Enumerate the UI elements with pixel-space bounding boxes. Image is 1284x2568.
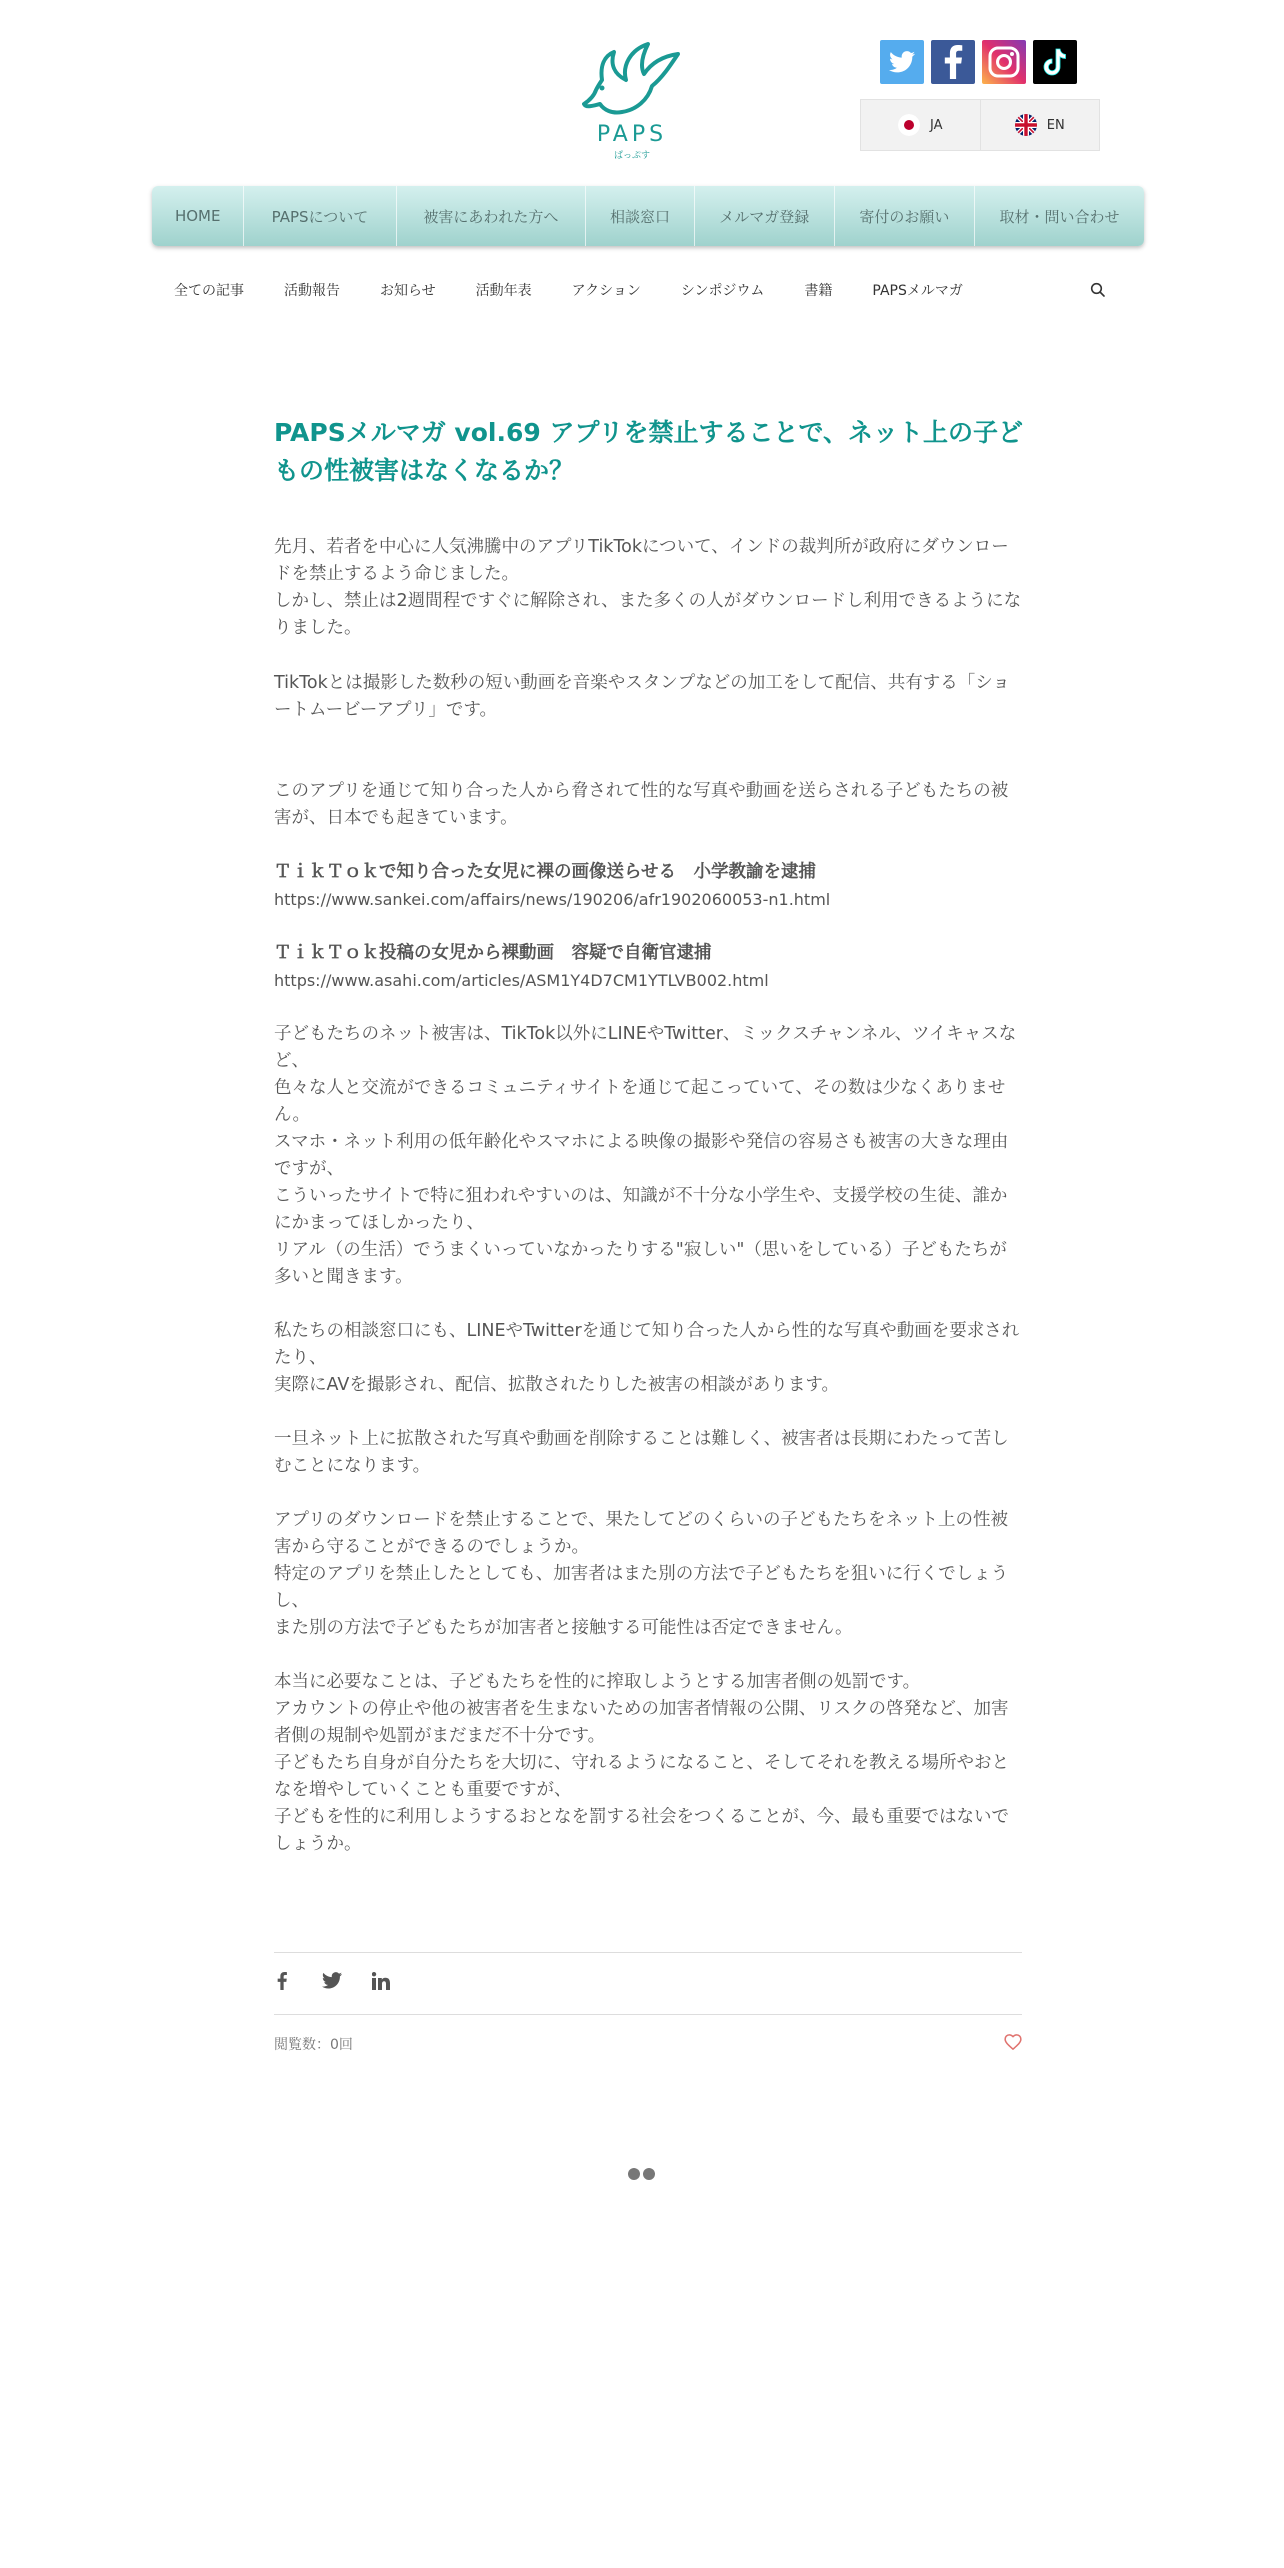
nav-consultation[interactable]: 相談窓口 xyxy=(586,186,694,246)
text: このアプリを通じて知り合った人から脅されて性的な写真や動画を送らされる子どもたちの被害が、日本でも起きています。 xyxy=(274,781,1009,828)
search-icon[interactable] xyxy=(1090,282,1106,302)
article-title: PAPSメルマガ vol.69 アプリを禁止することで、ネット上の子どもの性被害はなくなるか？ xyxy=(274,418,1023,485)
divider xyxy=(274,2014,1022,2015)
blog-category-nav xyxy=(174,276,1003,304)
loading-dot xyxy=(628,2168,640,2180)
category-news[interactable]: お知らせ xyxy=(380,283,436,299)
text: 実際にAVを撮影され、配信、拡散されたりした被害の相談があります。 xyxy=(274,1375,839,1395)
category-newsletter[interactable]: PAPSメルマガ xyxy=(872,283,963,299)
loading-indicator xyxy=(628,2168,655,2180)
view-count: 閲覧数：0回 xyxy=(274,2037,353,2053)
text: アプリのダウンロードを禁止することで、果たしてどのくらいの子どもたちをネット上の性被害から守ることができるのでしょうか。 xyxy=(274,1510,1008,1557)
share-facebook-icon[interactable] xyxy=(276,1972,288,1994)
news-title: ＴｉｋＴｏｋ投稿の女児から裸動画 容疑で自衛官逮捕 xyxy=(274,943,712,963)
nav-home[interactable]: HOME xyxy=(152,186,244,246)
news-title: ＴｉｋＴｏｋで知り合った女児に裸の画像送らせる 小学教諭を逮捕 xyxy=(274,862,816,882)
article-paragraph-1 xyxy=(274,534,1024,642)
instagram-icon[interactable] xyxy=(982,40,1026,84)
text: しかし、禁止は2週間程ですぐに解除され、また多くの人がダウンロードし利用できるようになりました。 xyxy=(274,591,1022,638)
text: 色々な人と交流ができるコミュニティサイトを通じて起こっていて、その数は少なくありません。 xyxy=(274,1078,1006,1125)
category-timeline[interactable]: 活動年表 xyxy=(475,283,532,299)
text: 子どもたち自身が自分たちを大切に、守れるようになること、そしてそれを教える場所やおとなを増やしていくことも重要ですが、 xyxy=(274,1753,1009,1800)
language-label: JA xyxy=(930,117,943,133)
dove-logo-icon xyxy=(582,36,682,126)
text: 先月、若者を中心に人気沸騰中のアプリTikTokについて、インドの裁判所が政府にダウンロードを禁止するよう命じました。 xyxy=(274,537,1009,584)
article-paragraph-7 xyxy=(274,1507,1024,1642)
nav-donation[interactable]: 寄付のお願い xyxy=(835,186,975,246)
facebook-icon[interactable] xyxy=(931,40,975,84)
article-paragraph-3 xyxy=(274,778,1024,832)
text: 私たちの相談窓口にも、LINEやTwitterを通じて知り合った人から性的な写真や動画を要求されたり、 xyxy=(274,1321,1020,1368)
text: アカウントの停止や他の被害者を生まないための加害者情報の公開、リスクの啓発など、加害者側の規制や処罰がまだまだ不十分です。 xyxy=(274,1699,1009,1746)
news-item-1 xyxy=(274,859,1024,913)
category-books[interactable]: 書籍 xyxy=(804,283,833,299)
heart-icon[interactable] xyxy=(1004,2034,1022,2054)
twitter-icon[interactable] xyxy=(880,40,924,84)
language-ja[interactable] xyxy=(861,100,980,150)
text: 子どもたちのネット被害は、TikTok以外にLINEやTwitter、ミックスチャンネル、ツイキャスなど、 xyxy=(274,1024,1017,1071)
language-en[interactable] xyxy=(980,100,1100,150)
loading-dot xyxy=(643,2168,655,2180)
article-paragraph-6 xyxy=(274,1426,1024,1480)
share-twitter-icon[interactable] xyxy=(322,1972,342,1993)
category-activity-report[interactable]: 活動報告 xyxy=(284,283,340,299)
nav-about[interactable]: PAPSについて xyxy=(244,186,396,246)
news-item-2 xyxy=(274,940,1024,994)
main-nav xyxy=(152,186,1144,246)
paps-logo[interactable] xyxy=(572,36,692,176)
news-link[interactable]: https://www.sankei.com/affairs/news/190206/afr1902060053-n1.html xyxy=(274,890,831,909)
article-paragraph-2 xyxy=(274,670,1024,724)
text: TikTokとは撮影した数秒の短い動画を音楽やスタンプなどの加工をして配信、共有する「ショートムービーアプリ」です。 xyxy=(274,673,1010,720)
text: 子どもを性的に利用しようするおとなを罰する社会をつくることが、今、最も重要ではないでしょうか。 xyxy=(274,1807,1009,1854)
uk-flag-icon xyxy=(1015,114,1037,136)
text: スマホ・ネット利用の低年齢化やスマホによる映像の撮影や発信の容易さも被害の大きな理由ですが、 xyxy=(274,1132,1009,1179)
tiktok-icon[interactable] xyxy=(1033,40,1077,84)
logo-subtext: ぱっぷす xyxy=(613,151,650,161)
category-symposium[interactable]: シンポジウム xyxy=(680,283,765,299)
japan-flag-icon xyxy=(898,114,920,136)
article-paragraph-5 xyxy=(274,1318,1024,1399)
language-label: EN xyxy=(1046,117,1065,133)
text: リアル（の生活）でうまくいっていなかったりする"寂しい"（思いをしている）子どもたちが多いと聞きます。 xyxy=(274,1240,1007,1287)
article-paragraph-8 xyxy=(274,1669,1024,1858)
text: こういったサイトで特に狙われやすいのは、知識が不十分な小学生や、支援学校の生徒、誰かにかまってほしかったり、 xyxy=(274,1186,1008,1233)
logo-text: PAPS xyxy=(596,122,668,147)
nav-contact[interactable]: 取材・問い合わせ xyxy=(999,207,1120,226)
nav-newsletter-signup[interactable]: メルマガ登録 xyxy=(695,186,835,246)
nav-victims[interactable]: 被害にあわれた方へ xyxy=(397,186,587,246)
article-paragraph-4 xyxy=(274,1021,1024,1291)
text: 特定のアプリを禁止したとしても、加害者はまた別の方法で子どもたちを狙いに行くでしょうし、 xyxy=(274,1564,1009,1611)
text: 一旦ネット上に拡散された写真や動画を削除することは難しく、被害者は長期にわたって苦しむことになります。 xyxy=(274,1429,1009,1476)
divider xyxy=(274,1952,1022,1953)
text: 本当に必要なことは、子どもたちを性的に搾取しようとする加害者側の処罰です。 xyxy=(274,1672,921,1692)
share-linkedin-icon[interactable] xyxy=(372,1972,390,1994)
category-action[interactable]: アクション xyxy=(571,283,641,299)
language-selector xyxy=(860,99,1100,151)
news-link[interactable]: https://www.asahi.com/articles/ASM1Y4D7CM1YTLVB002.html xyxy=(274,971,769,990)
category-all[interactable]: 全ての記事 xyxy=(174,283,244,299)
text: また別の方法で子どもたちが加害者と接触する可能性は否定できません。 xyxy=(274,1618,853,1638)
